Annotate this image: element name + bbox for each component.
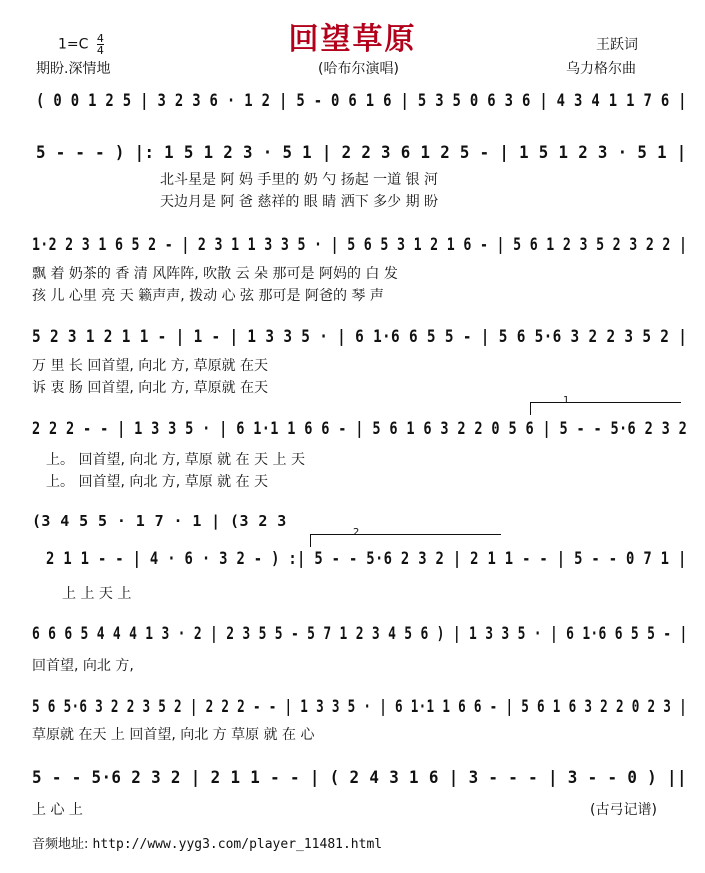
score-row-2-lyric-verse1: 北斗星是 阿 妈 手里的 奶 勺 扬起 一道 银 河 (160, 172, 439, 188)
score-row-5-notes: 2 2 2 - - | 1 3 3 5 · | 6 1·1 1 6 6 - | 5 6 1 6 3 2 2 0 5 6 | 5 - - 5·6 2 3 2 (32, 419, 688, 439)
score-row-6-upper-notes: (3 4 5 5 · 1 7 · 1 | (3 2 3 (32, 512, 287, 530)
score-row-4-lyric-verse1: 万 里 长 回首望, 向北 方, 草原就 在天 (32, 358, 269, 374)
expression-mark: 期盼.深情地 (36, 61, 111, 77)
score-row-4-lyric-verse2: 诉 衷 肠 回首望, 向北 方, 草原就 在天 (32, 380, 269, 396)
performer: (哈布尔演唱) (318, 61, 399, 77)
score-row-5-lyric-verse2: 上。 回首望, 向北 方, 草原 就 在 天 (46, 474, 269, 490)
score-row-2-lyric-verse2: 天边月是 阿 爸 慈祥的 眼 睛 洒下 多少 期 盼 (160, 194, 439, 210)
score-row-6-lyric: 上 上 天 上 (62, 586, 132, 602)
volta-1-label: 1 (563, 395, 570, 406)
volta-2-label: 2 (353, 527, 360, 538)
score-row-3-lyric-verse1: 飘 着 奶茶的 香 清 风阵阵, 吹散 云 朵 那可是 阿妈的 白 发 (32, 266, 398, 282)
lyricist: 王跃词 (596, 37, 638, 53)
volta-bracket-2 (310, 534, 501, 547)
volta-bracket-1 (530, 402, 681, 415)
score-row-4-notes: 5 2 3 1 2 1 1 - | 1 - | 1 3 3 5 · | 6 1·6 6 5 5 - | 5 6 5·6 3 2 2 3 5 2 | (32, 327, 688, 347)
time-signature: $\frac{4}{4}$ (96, 32, 104, 57)
audio-label: 音频地址: (32, 837, 89, 852)
score-row-8-lyric: 草原就 在天 上 回首望, 向北 方 草原 就 在 心 (32, 727, 315, 743)
audio-address (32, 833, 382, 852)
score-row-7-lyric: 回首望, 向北 方, (32, 658, 134, 674)
score-row-7-notes: 6 6 6 5 4 4 4 1 3 · 2 | 2 3 5 5 - 5 7 1 2 3 4 5 6 ) | 1 3 3 5 · | 6 1·6 6 5 5 - | (32, 624, 688, 644)
notation-credit: (古弓记谱) (590, 802, 657, 818)
score-row-2-notes: 5 - - - ) |: 1 5 1 2 3 · 5 1 | 2 2 3 6 1 2 5 - | 1 5 1 2 3 · 5 1 | (36, 143, 687, 163)
score-row-1-notes: ( 0 0 1 2 5 | 3 2 3 6 · 1 2 | 5 - 0 6 1 6 | 5 3 5 0 6 3 6 | 4 3 4 1 1 7 6 | (36, 91, 687, 111)
score-row-3-notes: 1·2 2 3 1 6 5 2 - | 2 3 1 1 3 3 5 · | 5 6 5 3 1 2 1 6 - | 5 6 1 2 3 5 2 3 2 2 | (32, 235, 688, 255)
key-text: 1=C (58, 36, 89, 53)
score-row-8-notes: 5 6 5·6 3 2 2 3 5 2 | 2 2 2 - - | 1 3 3 5 · | 6 1·1 1 6 6 - | 5 6 1 6 3 2 2 0 2 3 | (32, 697, 687, 717)
score-row-6-notes: 2 1 1 - - | 4 · 6 · 3 2 - ) :| 5 - - 5·6 2 3 2 | 2 1 1 - - | 5 - - 0 7 1 | (46, 549, 687, 569)
composer: 乌力格尔曲 (566, 61, 636, 77)
score-row-9-notes: 5 - - 5·6 2 3 2 | 2 1 1 - - | ( 2 4 3 1 6 | 3 - - - | 3 - - 0 ) || (32, 768, 687, 788)
key-signature (58, 33, 104, 56)
score-row-9-lyric: 上 心 上 (32, 802, 83, 818)
score-row-3-lyric-verse2: 孩 儿 心里 亮 天 籁声声, 拨动 心 弦 那可是 阿爸的 琴 声 (32, 288, 384, 304)
song-title: 回望草原 (288, 22, 417, 57)
audio-link[interactable]: http://www.yyg3.com/player_11481.html (92, 837, 383, 852)
score-row-5-lyric-verse1: 上。 回首望, 向北 方, 草原 就 在 天 上 天 (46, 452, 305, 468)
